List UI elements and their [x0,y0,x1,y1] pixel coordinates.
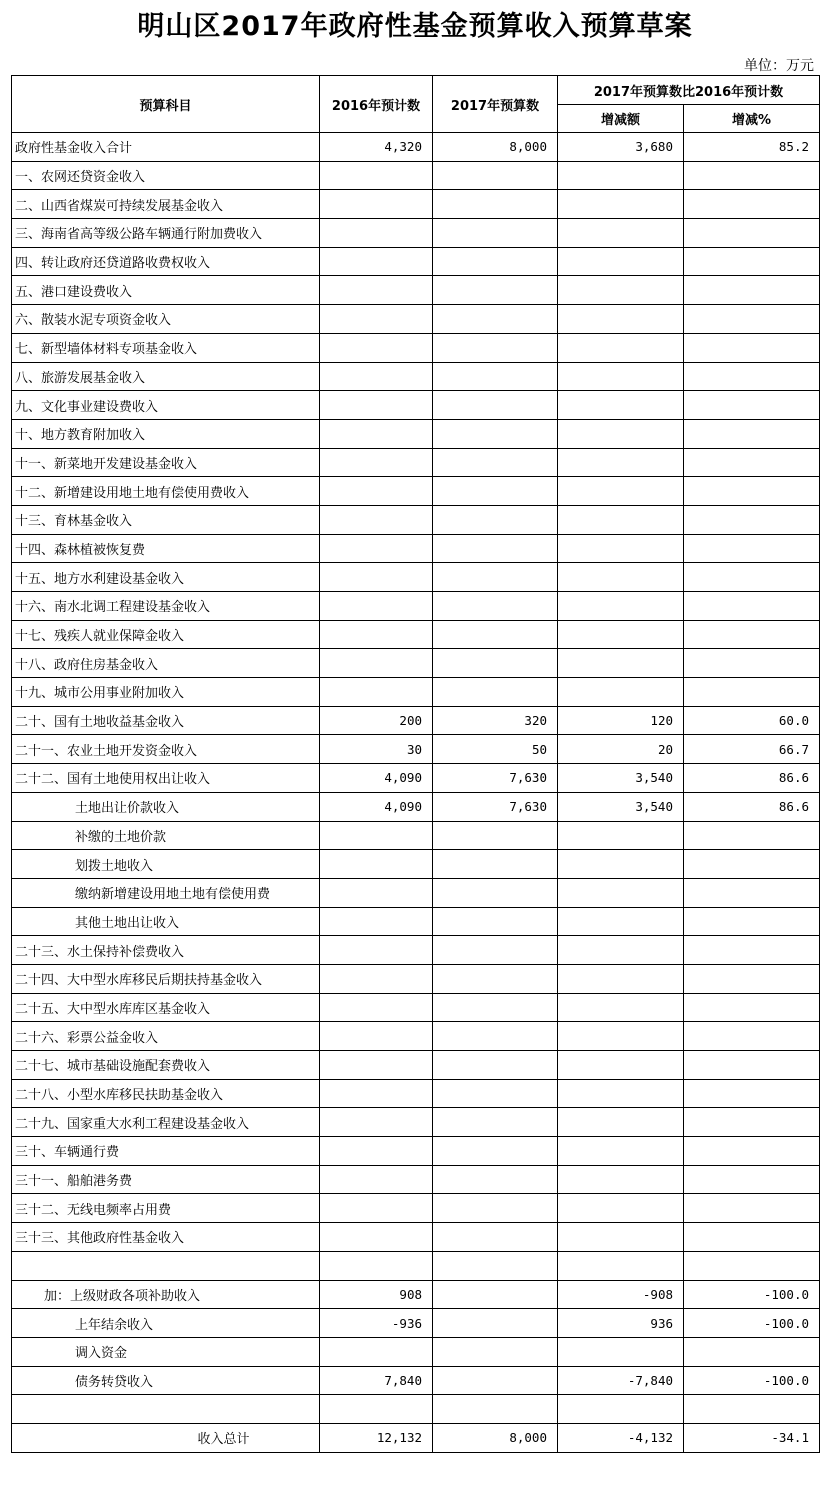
table-row [12,764,820,793]
value-2017-cell: 8,000 [433,1423,558,1452]
change-amount-cell [558,1165,684,1194]
budget-table [11,75,820,1453]
value-2017-cell [433,592,558,621]
value-2016-cell [320,1051,433,1080]
change-amount-cell [558,419,684,448]
header-change-amount: 增减额 [558,105,684,133]
value-2017-cell [433,1022,558,1051]
value-2016-cell [320,1251,433,1280]
value-2016-cell [320,993,433,1022]
value-2017-cell [433,821,558,850]
value-2016-cell [320,1079,433,1108]
table-row [12,1395,820,1424]
change-amount-cell [558,305,684,334]
row-name-cell: 七、新型墙体材料专项基金收入 [12,333,320,362]
change-pct-cell [684,563,820,592]
value-2016-cell [320,878,433,907]
change-amount-cell [558,1108,684,1137]
table-row [12,678,820,707]
change-amount-cell: 3,540 [558,764,684,793]
value-2017-cell [433,964,558,993]
table-row [12,706,820,735]
table-row [12,620,820,649]
table-row [12,534,820,563]
change-pct-cell [684,362,820,391]
change-amount-cell [558,907,684,936]
header-subject: 预算科目 [12,76,320,133]
table-row [12,161,820,190]
table-row [12,1366,820,1395]
value-2016-cell [320,505,433,534]
change-amount-cell [558,1194,684,1223]
table-row [12,964,820,993]
table-row [12,1137,820,1166]
value-2017-cell: 7,630 [433,764,558,793]
change-pct-cell [684,505,820,534]
table-row [12,219,820,248]
value-2016-cell [320,964,433,993]
value-2016-cell [320,1395,433,1424]
change-amount-cell [558,247,684,276]
header-2017: 2017年预算数 [433,76,558,133]
table-row [12,362,820,391]
table-row [12,592,820,621]
row-name-cell: 二十五、大中型水库库区基金收入 [12,993,320,1022]
value-2016-cell: 4,090 [320,764,433,793]
change-pct-cell [684,333,820,362]
row-name-cell [12,1395,320,1424]
row-name-cell: 土地出让价款收入 [12,792,320,821]
value-2017-cell [433,305,558,334]
table-row [12,850,820,879]
change-pct-cell [684,821,820,850]
header-2016: 2016年预计数 [320,76,433,133]
table-row [12,936,820,965]
row-name-cell: 二十、国有土地收益基金收入 [12,706,320,735]
change-amount-cell: 936 [558,1309,684,1338]
value-2017-cell [433,534,558,563]
row-name-cell: 二十六、彩票公益金收入 [12,1022,320,1051]
change-pct-cell: 60.0 [684,706,820,735]
value-2016-cell [320,1022,433,1051]
value-2017-cell [433,993,558,1022]
table-row [12,419,820,448]
table-row [12,1108,820,1137]
value-2017-cell [433,1079,558,1108]
row-name-cell: 三十一、船舶港务费 [12,1165,320,1194]
table-row [12,391,820,420]
change-amount-cell [558,936,684,965]
change-pct-cell [684,1223,820,1252]
value-2017-cell: 50 [433,735,558,764]
change-amount-cell [558,362,684,391]
change-pct-cell [684,592,820,621]
row-name-cell: 十二、新增建设用地土地有偿使用费收入 [12,477,320,506]
row-name-cell: 二十三、水土保持补偿费收入 [12,936,320,965]
value-2016-cell [320,678,433,707]
table-header [12,76,820,133]
row-name-cell: 其他土地出让收入 [12,907,320,936]
value-2016-cell [320,333,433,362]
table-row [12,878,820,907]
change-pct-cell: -100.0 [684,1280,820,1309]
value-2017-cell: 8,000 [433,133,558,162]
value-2016-cell [320,936,433,965]
value-2017-cell [433,907,558,936]
change-amount-cell [558,1395,684,1424]
change-amount-cell [558,333,684,362]
value-2016-cell [320,1337,433,1366]
value-2017-cell [433,448,558,477]
value-2016-cell [320,1223,433,1252]
table-row [12,563,820,592]
change-amount-cell [558,1022,684,1051]
value-2016-cell: 4,320 [320,133,433,162]
change-pct-cell [684,247,820,276]
value-2016-cell [320,1165,433,1194]
value-2017-cell [433,878,558,907]
row-name-cell: 三、海南省高等级公路车辆通行附加费收入 [12,219,320,248]
row-name-cell: 三十二、无线电频率占用费 [12,1194,320,1223]
change-pct-cell [684,1395,820,1424]
value-2016-cell [320,620,433,649]
change-amount-cell [558,276,684,305]
value-2017-cell [433,190,558,219]
row-name-cell: 三十、车辆通行费 [12,1137,320,1166]
table-row [12,1280,820,1309]
change-amount-cell [558,161,684,190]
value-2017-cell [433,391,558,420]
value-2017-cell [433,1051,558,1080]
change-pct-cell [684,1051,820,1080]
change-pct-cell [684,419,820,448]
value-2016-cell: 7,840 [320,1366,433,1395]
value-2016-cell [320,448,433,477]
change-amount-cell [558,620,684,649]
change-pct-cell [684,391,820,420]
value-2017-cell: 7,630 [433,792,558,821]
change-amount-cell [558,534,684,563]
change-amount-cell [558,993,684,1022]
value-2017-cell [433,477,558,506]
table-body [12,133,820,1453]
change-pct-cell [684,448,820,477]
value-2016-cell: 908 [320,1280,433,1309]
value-2017-cell [433,219,558,248]
change-pct-cell: 66.7 [684,735,820,764]
value-2017-cell [433,1194,558,1223]
change-amount-cell: 3,680 [558,133,684,162]
value-2017-cell [433,276,558,305]
change-amount-cell: -4,132 [558,1423,684,1452]
table-row [12,1337,820,1366]
unit-label: 单位：万元 [744,58,814,74]
value-2017-cell [433,419,558,448]
table-row [12,1423,820,1452]
value-2017-cell [433,649,558,678]
change-pct-cell [684,936,820,965]
change-pct-cell [684,907,820,936]
page-title: 明山区2017年政府性基金预算收入预算草案 [137,11,693,42]
value-2017-cell [433,333,558,362]
change-amount-cell [558,477,684,506]
change-pct-cell: 85.2 [684,133,820,162]
table-row [12,276,820,305]
value-2017-cell [433,850,558,879]
value-2017-cell [433,1366,558,1395]
row-name-cell [12,1251,320,1280]
change-pct-cell [684,1165,820,1194]
change-amount-cell [558,448,684,477]
value-2016-cell [320,821,433,850]
change-amount-cell [558,1137,684,1166]
row-name-cell: 政府性基金收入合计 [12,133,320,162]
table-row [12,1251,820,1280]
change-amount-cell [558,1251,684,1280]
value-2017-cell [433,563,558,592]
change-amount-cell [558,678,684,707]
row-name-cell: 五、港口建设费收入 [12,276,320,305]
change-amount-cell [558,190,684,219]
row-name-cell: 二十四、大中型水库移民后期扶持基金收入 [12,964,320,993]
value-2017-cell: 320 [433,706,558,735]
change-pct-cell [684,1108,820,1137]
change-pct-cell [684,1251,820,1280]
value-2016-cell: 30 [320,735,433,764]
row-name-cell: 收入总计 [12,1423,320,1452]
change-pct-cell: -100.0 [684,1309,820,1338]
change-pct-cell [684,1337,820,1366]
row-name-cell: 十七、残疾人就业保障金收入 [12,620,320,649]
change-pct-cell [684,477,820,506]
row-name-cell: 缴纳新增建设用地土地有偿使用费 [12,878,320,907]
row-name-cell: 十一、新菜地开发建设基金收入 [12,448,320,477]
value-2017-cell [433,1223,558,1252]
table-row [12,190,820,219]
row-name-cell: 二十一、农业土地开发资金收入 [12,735,320,764]
value-2017-cell [433,505,558,534]
table-row [12,1165,820,1194]
change-pct-cell: -34.1 [684,1423,820,1452]
table-row [12,907,820,936]
row-name-cell: 十、地方教育附加收入 [12,419,320,448]
row-name-cell: 九、文化事业建设费收入 [12,391,320,420]
table-row [12,1223,820,1252]
table-row [12,1022,820,1051]
value-2016-cell [320,190,433,219]
change-amount-cell [558,219,684,248]
change-amount-cell [558,821,684,850]
change-pct-cell [684,649,820,678]
table-row [12,477,820,506]
change-amount-cell [558,391,684,420]
row-name-cell: 十三、育林基金收入 [12,505,320,534]
value-2017-cell [433,936,558,965]
value-2016-cell [320,563,433,592]
row-name-cell: 四、转让政府还贷道路收费权收入 [12,247,320,276]
change-pct-cell [684,305,820,334]
value-2017-cell [433,1337,558,1366]
row-name-cell: 十五、地方水利建设基金收入 [12,563,320,592]
value-2016-cell [320,1194,433,1223]
table-row [12,821,820,850]
row-name-cell: 二十八、小型水库移民扶助基金收入 [12,1079,320,1108]
change-pct-cell [684,534,820,563]
change-amount-cell [558,592,684,621]
change-pct-cell [684,219,820,248]
value-2016-cell [320,161,433,190]
value-2017-cell [433,1309,558,1338]
change-pct-cell [684,964,820,993]
value-2016-cell [320,391,433,420]
change-amount-cell: 20 [558,735,684,764]
table-row [12,1194,820,1223]
value-2017-cell [433,1280,558,1309]
value-2016-cell [320,1108,433,1137]
change-pct-cell [684,620,820,649]
row-name-cell: 二十二、国有土地使用权出让收入 [12,764,320,793]
value-2016-cell [320,419,433,448]
value-2017-cell [433,1251,558,1280]
table-row [12,649,820,678]
value-2017-cell [433,1137,558,1166]
value-2017-cell [433,362,558,391]
change-pct-cell [684,1079,820,1108]
change-pct-cell [684,850,820,879]
table-row [12,1309,820,1338]
row-name-cell: 十六、南水北调工程建设基金收入 [12,592,320,621]
table-row [12,448,820,477]
table-row [12,792,820,821]
value-2016-cell: 12,132 [320,1423,433,1452]
row-name-cell: 八、旅游发展基金收入 [12,362,320,391]
value-2017-cell [433,620,558,649]
change-amount-cell: 3,540 [558,792,684,821]
row-name-cell: 二十九、国家重大水利工程建设基金收入 [12,1108,320,1137]
change-amount-cell [558,878,684,907]
change-pct-cell [684,993,820,1022]
value-2016-cell [320,362,433,391]
value-2017-cell [433,1395,558,1424]
change-amount-cell [558,850,684,879]
table-row [12,333,820,362]
table-row [12,1079,820,1108]
change-amount-cell [558,563,684,592]
value-2017-cell [433,161,558,190]
value-2017-cell [433,1108,558,1137]
change-pct-cell [684,1022,820,1051]
value-2016-cell [320,276,433,305]
row-name-cell: 十四、森林植被恢复费 [12,534,320,563]
table-row [12,133,820,162]
change-pct-cell [684,161,820,190]
change-pct-cell [684,878,820,907]
table-row [12,993,820,1022]
table-row [12,505,820,534]
row-name-cell: 二、山西省煤炭可持续发展基金收入 [12,190,320,219]
change-amount-cell [558,1337,684,1366]
change-pct-cell [684,678,820,707]
change-pct-cell [684,276,820,305]
row-name-cell: 上年结余收入 [12,1309,320,1338]
value-2016-cell: 4,090 [320,792,433,821]
value-2016-cell [320,534,433,563]
change-pct-cell [684,190,820,219]
table-row [12,247,820,276]
change-amount-cell [558,1079,684,1108]
value-2016-cell [320,305,433,334]
value-2016-cell [320,850,433,879]
row-name-cell: 十九、城市公用事业附加收入 [12,678,320,707]
row-name-cell: 债务转贷收入 [12,1366,320,1395]
table-row [12,305,820,334]
row-name-cell: 加：上级财政各项补助收入 [12,1280,320,1309]
change-amount-cell: -908 [558,1280,684,1309]
change-amount-cell [558,1051,684,1080]
value-2017-cell [433,678,558,707]
change-amount-cell: -7,840 [558,1366,684,1395]
row-name-cell: 二十七、城市基础设施配套费收入 [12,1051,320,1080]
value-2016-cell: -936 [320,1309,433,1338]
value-2017-cell [433,247,558,276]
change-pct-cell: 86.6 [684,792,820,821]
value-2016-cell [320,247,433,276]
change-amount-cell [558,649,684,678]
value-2016-cell [320,649,433,678]
value-2016-cell [320,907,433,936]
row-name-cell: 六、散装水泥专项资金收入 [12,305,320,334]
header-change-pct: 增减% [684,105,820,133]
change-pct-cell [684,1194,820,1223]
change-amount-cell [558,964,684,993]
row-name-cell: 调入资金 [12,1337,320,1366]
table-row [12,1051,820,1080]
table-row [12,735,820,764]
header-compare: 2017年预算数比2016年预计数 [558,76,820,105]
row-name-cell: 补缴的土地价款 [12,821,320,850]
change-amount-cell [558,1223,684,1252]
row-name-cell: 一、农网还贷资金收入 [12,161,320,190]
value-2016-cell [320,592,433,621]
change-pct-cell: -100.0 [684,1366,820,1395]
value-2016-cell [320,1137,433,1166]
value-2017-cell [433,1165,558,1194]
row-name-cell: 三十三、其他政府性基金收入 [12,1223,320,1252]
value-2016-cell [320,219,433,248]
change-amount-cell: 120 [558,706,684,735]
change-amount-cell [558,505,684,534]
value-2016-cell [320,477,433,506]
change-pct-cell [684,1137,820,1166]
row-name-cell: 十八、政府住房基金收入 [12,649,320,678]
change-pct-cell: 86.6 [684,764,820,793]
value-2016-cell: 200 [320,706,433,735]
row-name-cell: 划拨土地收入 [12,850,320,879]
